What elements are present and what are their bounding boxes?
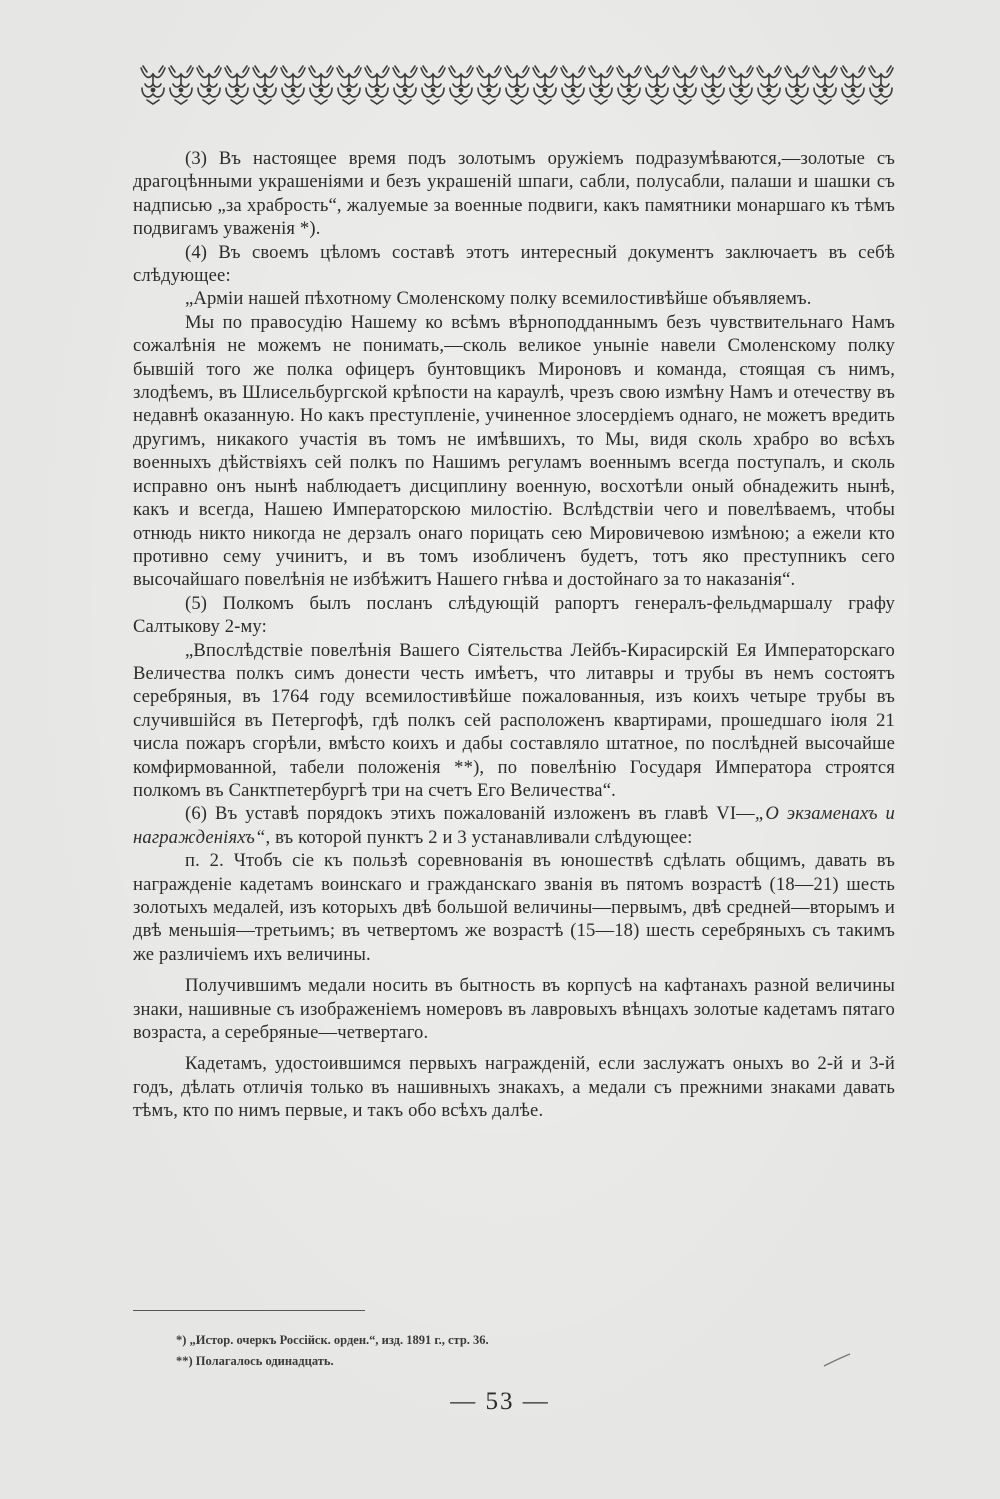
ornamental-header-border <box>134 64 900 106</box>
footnotes <box>176 1330 876 1372</box>
ornament-motif <box>393 66 417 104</box>
footnote-2: **) Полагалось одинадцать. <box>176 1354 334 1368</box>
ornament-motif <box>589 66 613 104</box>
ornament-motif <box>365 66 389 104</box>
paragraph-6-start: (6) Въ уставѣ порядокъ этихъ пожалованій изложенъ въ главѣ VI— <box>185 803 755 825</box>
ornament-motif <box>309 66 333 104</box>
report-quote: „Впослѣдствіе повелѣнія Вашего Сіятельства Лейбъ-Кирасирскій Ея Императорскаго Величества полкъ симъ донести честь имѣетъ, что литавры и трубы въ немъ состоятъ серебряныя, въ 1764 году всемилостивѣйше пожалованныя, изъ коихъ четыре трубы въ случившійся въ Петергофѣ, гдѣ полкъ сей расположенъ квартирами, прошедшаго іюля 21 числа пожаръ сгорѣли, вмѣсто коихъ и дабы составляло штатное, по послѣдней высочайше комфирмованной, табели положенія **), по повелѣнію Государя Императора строятся полкомъ въ Санктпетербургѣ три на счетъ Его Величества“. <box>133 639 895 801</box>
ornament-motif <box>421 66 445 104</box>
ornament-motif <box>757 66 781 104</box>
ornament-motif <box>449 66 473 104</box>
paragraph-5: (5) Полкомъ былъ посланъ слѣдующій рапортъ генералъ-фельдмаршалу графу Салтыкову 2-му: <box>133 592 895 638</box>
ornament-motif <box>533 66 557 104</box>
ornament-motif <box>477 66 501 104</box>
ornament-motif <box>645 66 669 104</box>
ornament-motif <box>505 66 529 104</box>
ornament-motif <box>841 66 865 104</box>
paragraph-6 <box>133 802 895 849</box>
body-text <box>133 147 895 1123</box>
ornament-motif <box>869 66 893 104</box>
footnote-1: *) „Истор. очеркъ Россійск. орден.“, изд. 1891 г., стр. 36. <box>176 1333 489 1347</box>
chapter-title: „О экзаменахъ и награжденіяхъ“ <box>133 803 895 848</box>
ornament-motif <box>197 66 221 104</box>
ornament-motif <box>701 66 725 104</box>
ornament-motif <box>617 66 641 104</box>
ornament-motif <box>141 66 165 104</box>
footnote-divider <box>133 1310 365 1311</box>
pencil-mark <box>822 1350 852 1370</box>
paragraph-3: (3) Въ настоящее время подъ золотымъ оружіемъ подразумѣваются,—золотые съ драгоцѣнными украшеніями и безъ украшеній шпаги, сабли, полусабли, палаши и шашки съ надписью „за храбрость“, жалуемые за военные подвиги, какъ памятники монаршаго къ тѣмъ подвигамъ уваженія *). <box>133 148 895 240</box>
decree-address: „Арміи нашей пѣхотному Смоленскому полку всемилостивѣйше объявляемъ. <box>185 288 812 310</box>
ornament-motif <box>785 66 809 104</box>
ornament-motif <box>729 66 753 104</box>
ornament-motif <box>673 66 697 104</box>
ornament-motif <box>813 66 837 104</box>
paragraph-6-end: , въ которой пунктъ 2 и 3 устанавливали слѣдующее: <box>265 826 693 848</box>
page-number: — 53 — <box>450 1388 550 1415</box>
ornament-motif <box>561 66 585 104</box>
ornament-motif <box>253 66 277 104</box>
point-2: п. 2. Чтобъ сіе къ пользѣ соревнованія въ юношествѣ сдѣлать общимъ, давать въ награжденіе кадетамъ воинскаго и гражданскаго званія въ пятомъ возрастѣ (18—21) шесть золотыхъ медалей, изъ которыхъ двѣ большой величины—первымъ, двѣ средней—вторымъ и двѣ меньшія—третьимъ; въ четвертомъ же возрастѣ (15—18) шесть серебряныхъ съ такимъ же различіемъ ихъ величины. <box>133 850 895 965</box>
medal-wearing-paragraph: Получившимъ медали носить въ бытность въ корпусѣ на кафтанахъ разной величины знаки, нашивные съ изображеніемъ номеровъ въ лавровыхъ вѣнцахъ золотые кадетамъ пятаго возраста, а серебряные—четвертаго. <box>133 975 895 1044</box>
ornament-motif <box>225 66 249 104</box>
ornament-motif <box>337 66 361 104</box>
ornament-motif <box>169 66 193 104</box>
paragraph-4: (4) Въ своемъ цѣломъ составѣ этотъ интересный документъ заключаетъ въ себѣ слѣдующее: <box>133 241 895 287</box>
cadet-awards-paragraph: Кадетамъ, удостоившимся первыхъ награжденій, если заслужатъ оныхъ во 2-й и 3-й годъ, дѣлать отличія только въ нашивныхъ знакахъ, а медали съ прежними знаками давать тѣмъ, кто по нимъ первые, и такъ обо всѣхъ далѣе. <box>133 1053 895 1122</box>
ornament-motif <box>281 66 305 104</box>
decree-body: Мы по правосудію Нашему ко всѣмъ вѣрноподданнымъ безъ чувствительнаго Намъ сожалѣнія не можемъ не понимать,—сколь великое уныніе навели Смоленскому полку бывшій того же полка офицеръ бунтовщикъ Мироновъ и команда, стоящая съ нимъ, злодѣемъ, въ Шлисельбургской крѣпости на караулѣ, чрезъ свою измѣну Намъ и отечеству въ недавнѣ оказанную. Но какъ преступленіе, учиненное злосердіемъ однаго, не можетъ вредить другимъ, никакого участія въ томъ не имѣвшихъ, то Мы, видя сколь храбро во всѣхъ военныхъ дѣйствіяхъ сей полкъ по Нашимъ регуламъ военнымъ всегда поступалъ, и сколь исправно онъ нынѣ наблюдаетъ дисциплину военную, восхотѣли оный обнадежить нынѣ, какъ и всегда, Нашею Императорскою милостію. Вслѣдствіи чего и повелѣваемъ, чтобы отнюдь никто никогда не дерзалъ онаго порицать сею Мировичевою измѣною; а ежели кто противно сему учинитъ, и въ томъ изобличенъ будетъ, тотъ яко преступникъ сего высочайшаго повелѣнія не избѣжитъ Нашего гнѣва и достойнаго за то наказанія“. <box>133 311 895 591</box>
